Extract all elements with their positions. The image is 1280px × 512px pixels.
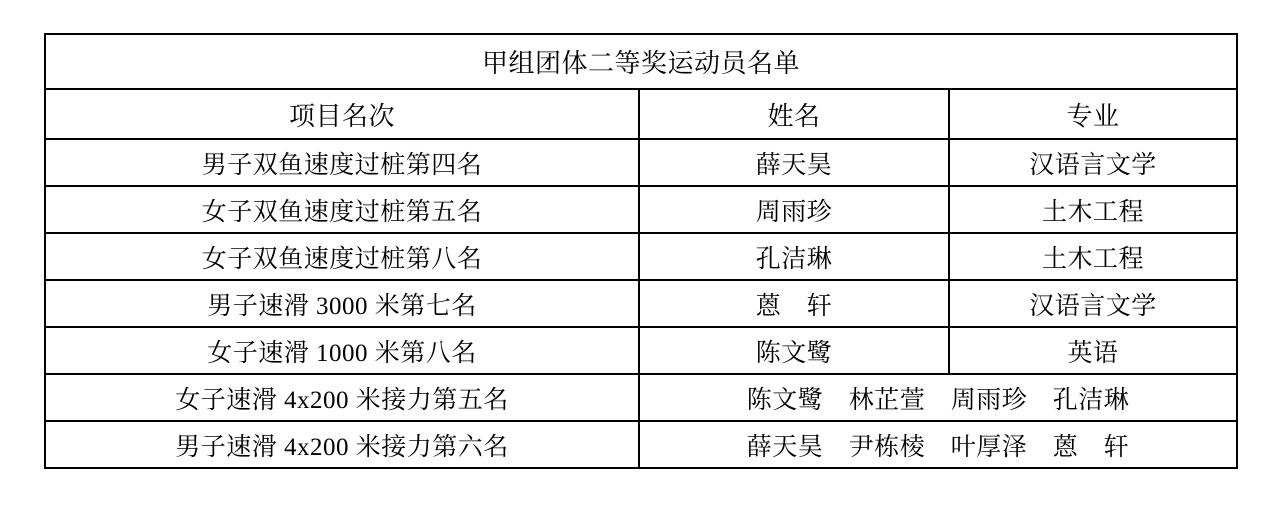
award-table-container [44,33,1236,469]
table-row [45,280,1237,327]
award-table [44,33,1238,469]
table-row [45,327,1237,374]
table-title: 甲组团体二等奖运动员名单 [45,34,1237,89]
cell-event: 女子速滑 4x200 米接力第五名 [45,374,639,421]
cell-event: 男子速滑 3000 米第七名 [45,280,639,327]
cell-name: 薛天昊 尹栋棱 叶厚泽 蒽 轩 [639,421,1237,468]
cell-event: 男子速滑 4x200 米接力第六名 [45,421,639,468]
cell-major: 汉语言文学 [949,280,1237,327]
cell-name: 周雨珍 [639,186,949,233]
cell-event: 男子双鱼速度过桩第四名 [45,139,639,186]
cell-event: 女子速滑 1000 米第八名 [45,327,639,374]
cell-major: 英语 [949,327,1237,374]
table-row [45,374,1237,421]
table-row [45,421,1237,468]
table-header-row [45,89,1237,139]
cell-event: 女子双鱼速度过桩第八名 [45,233,639,280]
column-header-name: 姓名 [639,89,949,139]
table-title-row [45,34,1237,89]
cell-name: 陈文鹭 林芷萱 周雨珍 孔洁琳 [639,374,1237,421]
cell-major: 土木工程 [949,186,1237,233]
table-row [45,233,1237,280]
cell-name: 薛天昊 [639,139,949,186]
cell-major: 土木工程 [949,233,1237,280]
cell-major: 汉语言文学 [949,139,1237,186]
column-header-major: 专业 [949,89,1237,139]
table-row [45,186,1237,233]
table-row [45,139,1237,186]
cell-name: 孔洁琳 [639,233,949,280]
cell-event: 女子双鱼速度过桩第五名 [45,186,639,233]
column-header-event: 项目名次 [45,89,639,139]
cell-name: 陈文鹭 [639,327,949,374]
cell-name: 蒽 轩 [639,280,949,327]
